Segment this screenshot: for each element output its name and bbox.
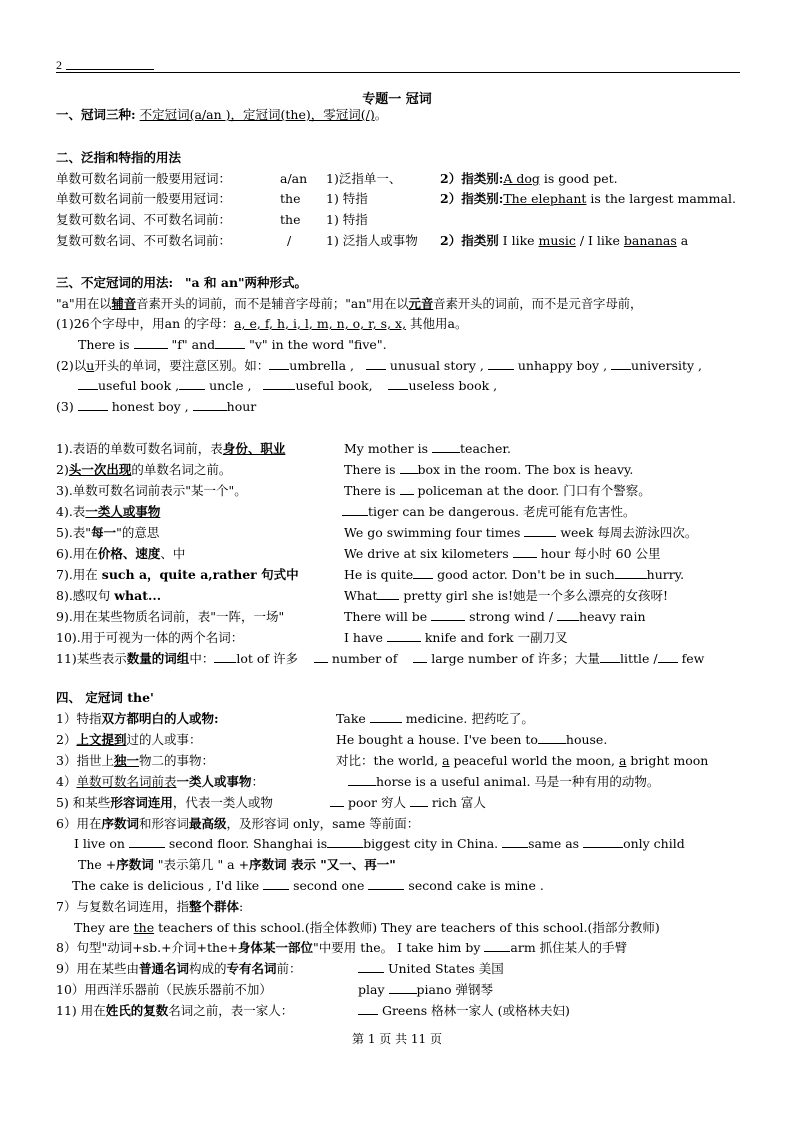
s2-r2-article: the xyxy=(280,191,301,206)
example-text: heavy rain xyxy=(579,609,646,624)
example-text: My mother is xyxy=(344,441,433,456)
answer-blank[interactable] xyxy=(314,650,328,663)
definite-rule-text: 独一 xyxy=(113,753,139,768)
s4-i6a-0: I live on xyxy=(74,836,129,851)
usage-rule-text: 8).感叹句 xyxy=(56,588,115,603)
example-text: good actor. Don't be in such xyxy=(433,567,615,582)
answer-blank[interactable] xyxy=(214,650,236,663)
example-text: box in the room. The box is heavy. xyxy=(417,462,634,477)
usage-example xyxy=(344,607,646,627)
example-text: There is xyxy=(344,483,400,498)
s4-item11 xyxy=(56,1001,293,1021)
s4-item6 xyxy=(56,814,419,834)
s4-i7a-0: They are xyxy=(74,920,134,935)
s4-i8-0: 8）句型"动词+sb.+介词+the+ xyxy=(56,940,238,955)
s3-p3-1: honest boy , xyxy=(111,399,189,414)
answer-blank[interactable] xyxy=(400,461,418,474)
s4-i6a-2: biggest city in China. xyxy=(363,836,503,851)
usage-example: little / xyxy=(619,651,658,666)
s4-i8-1: 身体某一部位 xyxy=(237,940,313,955)
usage-rule-text: 5).表" xyxy=(56,525,92,540)
example-text: house. xyxy=(565,732,608,747)
s2-r2-type: 2）指类别: xyxy=(440,191,504,206)
s2-r2-label: 单数可数名词前一般要用冠词： xyxy=(56,191,232,206)
s2-r4-article: / xyxy=(287,233,292,248)
s4-i11-2: 名词之前，表一家人： xyxy=(168,1003,294,1018)
s3-head-a: 三、不定冠词的用法: xyxy=(56,275,174,290)
usage-rule-key: 每一 xyxy=(91,525,117,540)
header-rule xyxy=(56,72,740,73)
s2-r3-article: the xyxy=(280,212,301,227)
s4-i7-1: 整个群体 xyxy=(188,899,239,914)
answer-blank[interactable] xyxy=(658,650,678,663)
s4-i9-0: 9）用在某些由 xyxy=(56,961,139,976)
example-text: a xyxy=(442,753,450,768)
s3-intro-4: 音素开头的词前，而不是元音字母前， xyxy=(433,297,643,311)
definite-rule-text: 1）特指 xyxy=(56,711,102,726)
usage-example xyxy=(344,460,633,480)
s3-intro-1: 辅音 xyxy=(111,296,137,311)
example-text: a xyxy=(618,753,627,768)
usage-rule-text: 的单数名词之前。 xyxy=(131,462,232,477)
usage-rule xyxy=(56,628,243,648)
usage-rule xyxy=(56,502,160,522)
s2-r1-type: 2）指类别: xyxy=(440,171,504,186)
s4-i6-0: 6）用在 xyxy=(56,816,102,831)
example-text: We drive at six kilometers xyxy=(344,546,513,561)
example-text: 对比：the world, xyxy=(336,753,443,768)
example-text: rich 富人 xyxy=(427,795,486,810)
answer-blank[interactable] xyxy=(431,608,465,621)
usage-rule-text: 9).用在某些物质名词前，表"一阵，一场" xyxy=(56,609,285,624)
s4-item10-example xyxy=(358,980,493,1000)
s3-intro-0: "a"用在以 xyxy=(56,297,112,311)
s2-r1-ex: A dog xyxy=(503,171,540,186)
s3-p2b-0: useful book , xyxy=(98,378,180,393)
answer-blank[interactable] xyxy=(387,629,421,642)
s3-p2a-5: unhappy boy , xyxy=(517,358,608,373)
usage-rule-key: such a，quite a,rather 句式中 xyxy=(101,567,299,582)
s2-r2-use: 1) 特指 xyxy=(326,191,368,206)
usage-example: few xyxy=(681,651,705,666)
s2-r4-ex3: a xyxy=(676,233,689,248)
s4-item10: 10）用西洋乐器前（民族乐器前不加） xyxy=(56,982,272,997)
answer-blank[interactable] xyxy=(432,440,460,453)
s3-p2b-3: useless book , xyxy=(408,378,498,393)
usage-example: lot of 许多 xyxy=(236,651,298,666)
definite-rule xyxy=(56,751,214,771)
usage-rule xyxy=(56,649,704,669)
s4-i11-1: 姓氏的复数 xyxy=(105,1003,169,1018)
usage-example xyxy=(344,628,568,648)
usage-rule xyxy=(56,565,299,585)
definite-rule xyxy=(56,730,201,750)
definite-rule xyxy=(56,709,219,729)
usage-rule-key: what... xyxy=(114,588,162,603)
s4-i7a-3: (指全体教师) They are teachers of this school.(指部分教师) xyxy=(304,920,660,935)
example-text: peaceful world the moon, xyxy=(449,753,619,768)
usage-rule-text: 、中 xyxy=(160,546,186,561)
usage-example xyxy=(344,586,668,606)
answer-blank[interactable] xyxy=(410,794,428,807)
usage-example xyxy=(344,523,697,543)
s3-p2a-6: university , xyxy=(631,358,703,373)
s4-item7 xyxy=(56,897,243,917)
answer-blank[interactable] xyxy=(413,566,433,579)
usage-rule xyxy=(56,481,247,501)
answer-blank[interactable] xyxy=(370,710,402,723)
usage-rule-key: 价格、速度 xyxy=(97,546,161,561)
s2-r4-ex: I like xyxy=(498,233,539,248)
s3-p2b-1: uncle , xyxy=(209,378,252,393)
section1-heading: 一、冠词三种: xyxy=(56,107,136,122)
definite-rule-text: ： xyxy=(251,774,264,789)
s3-p2a-4: unusual story , xyxy=(389,358,484,373)
usage-rule xyxy=(56,523,159,543)
definite-rule xyxy=(56,772,264,792)
s3-p1c: 其他用a。 xyxy=(406,316,468,331)
s4-i6b-4: 表示 "又一、再一" xyxy=(286,857,396,872)
s4-item9-example xyxy=(358,959,504,979)
usage-example xyxy=(344,439,511,459)
usage-rule xyxy=(56,586,161,606)
s3-p2b xyxy=(78,376,497,396)
s4-i6a-1: second floor. Shanghai is xyxy=(164,836,328,851)
s4-item7a xyxy=(74,918,660,938)
answer-blank[interactable] xyxy=(557,608,579,621)
s4-i6b-0: The + xyxy=(78,857,117,872)
definite-rule xyxy=(56,793,273,813)
answer-blank[interactable] xyxy=(513,545,537,558)
s3-p1a: (1)26个字母中，用an 的字母： xyxy=(56,316,235,331)
s2-r1-article: a/an xyxy=(280,171,308,186)
s4-i7a-1: the xyxy=(133,920,155,935)
s3-p2a-0: (2)以 xyxy=(56,358,87,373)
usage-rule-text: 3).单数可数名词前表示"某一个"。 xyxy=(56,483,247,498)
example-text: What xyxy=(344,588,378,603)
s3-p1d xyxy=(78,335,387,355)
s2-r2-ex2: is the largest mammal. xyxy=(586,191,736,206)
s4-item6a xyxy=(74,834,685,854)
section2-heading: 二、泛指和特指的用法 xyxy=(56,150,182,165)
example-text: medicine. 把药吃了。 xyxy=(401,711,534,726)
s4-i11-0: 11) 用在 xyxy=(56,1003,106,1018)
usage-example xyxy=(344,481,651,501)
s4-i8-3: arm 抓住某人的手臂 xyxy=(510,940,628,955)
answer-blank[interactable] xyxy=(400,482,414,495)
s2-r4-label: 复数可数名词、不可数名词前： xyxy=(56,233,232,248)
answer-blank[interactable] xyxy=(342,503,368,516)
usage-example xyxy=(344,544,661,564)
s2-r4-type: 2）指类别 xyxy=(440,233,499,248)
answer-blank[interactable] xyxy=(538,731,566,744)
definite-rule-text: 双方都明白的人或物: xyxy=(101,711,219,726)
s3-p3-0: (3) xyxy=(56,399,74,414)
s4-i10-1: play xyxy=(358,982,389,997)
s3-p2b-2: useful book, xyxy=(295,378,373,393)
definite-rule-text: 4） xyxy=(56,774,77,789)
example-text: We go swimming four times xyxy=(344,525,525,540)
usage-rule-text: "的意思 xyxy=(116,525,160,540)
usage-example: number of xyxy=(331,651,398,666)
s4-item6b xyxy=(78,855,396,875)
s4-item8 xyxy=(56,938,627,958)
s2-r2-ex: The elephant xyxy=(503,191,587,206)
usage-rule-key: 数量的词组 xyxy=(126,651,190,666)
s4-i9-1: 普通名词 xyxy=(138,961,189,976)
usage-example xyxy=(342,502,636,522)
s2-r3-label: 复数可数名词、不可数名词前： xyxy=(56,212,232,227)
example-text: Take xyxy=(336,711,370,726)
s4-item9 xyxy=(56,959,302,979)
definite-rule-text: 过的人或事： xyxy=(126,732,202,747)
page-footer: 第 1 页 共 11 页 xyxy=(352,1032,442,1046)
section1-line xyxy=(56,105,387,125)
definite-example xyxy=(336,730,607,750)
s4-i6b-2: "表示第几 " a + xyxy=(153,857,250,872)
answer-blank[interactable] xyxy=(600,650,620,663)
s3-intro-2: 音素开头的词前，而不是辅音字母前；"an"用在以 xyxy=(136,297,409,311)
s2-r1-ex2: is good pet. xyxy=(539,171,618,186)
example-text: teacher. xyxy=(460,441,511,456)
s4-i7a-2: teachers of this school. xyxy=(154,920,305,935)
definite-rule-text: 一类人或事物 xyxy=(176,774,252,789)
s4-i6b-3: 序数词 xyxy=(249,857,287,872)
answer-blank[interactable] xyxy=(330,794,344,807)
definite-rule-text: 单数可数名词前表 xyxy=(76,774,177,789)
usage-rule xyxy=(56,544,185,564)
header-underline xyxy=(66,69,154,70)
s4-i6c-1: second one xyxy=(289,878,369,893)
s3-p2a-3: umbrella , xyxy=(289,358,354,373)
usage-example: large number of 许多；大量 xyxy=(431,651,600,666)
s3-p2a xyxy=(56,356,702,376)
s4-i6a-3: same as xyxy=(528,836,584,851)
s2-r3-use: 1) 特指 xyxy=(326,212,368,227)
s4-i9-5: United States 美国 xyxy=(384,961,504,976)
s4-i10-2: piano 弹钢琴 xyxy=(416,982,494,997)
example-text: horse is a useful animal. 马是一种有用的动物。 xyxy=(376,774,660,789)
usage-example xyxy=(344,565,684,585)
section1-tail: 。 xyxy=(374,107,388,122)
s2-r4-ex-music: music xyxy=(538,233,576,248)
usage-rule-text: 中： xyxy=(189,651,215,666)
definite-rule-text: 上文提到 xyxy=(76,732,127,747)
definite-rule-text: 形容词连用 xyxy=(110,795,173,810)
definite-example xyxy=(330,793,486,813)
s3-p2a-1: u xyxy=(86,358,95,373)
s4-i6-2: 和形容词 xyxy=(138,816,189,831)
s4-i7-2: : xyxy=(238,899,244,914)
s3-p1d-0: There is xyxy=(78,337,130,352)
s3-head-b: "a 和 an"两种形式。 xyxy=(185,275,308,290)
definite-rule-text: 3）指世上 xyxy=(56,753,114,768)
s4-i6a-4: only child xyxy=(623,836,685,851)
s3-p3 xyxy=(56,397,256,417)
s4-item11-example xyxy=(358,1001,570,1021)
usage-rule xyxy=(56,439,285,459)
example-text: bright moon xyxy=(626,753,709,768)
usage-rule xyxy=(56,460,231,480)
usage-rule-text: 1).表语的单数可数名词前，表 xyxy=(56,441,223,456)
section4-heading: 四、 定冠词 the' xyxy=(56,690,154,705)
section3-intro xyxy=(56,294,642,314)
example-text: There is xyxy=(344,462,400,477)
s4-i9-4: 前： xyxy=(276,961,302,976)
example-text: I have xyxy=(344,630,387,645)
header-page-number: 2 xyxy=(56,58,62,72)
s3-intro-3: 元音 xyxy=(408,296,434,311)
usage-rule-text: 11)某些表示 xyxy=(56,651,127,666)
usage-rule xyxy=(56,607,284,627)
section1-body: 不定冠词(a/an )，定冠词(the)，零冠词(/) xyxy=(139,107,375,122)
s2-r4-use: 1) 泛指人或事物 xyxy=(326,233,418,248)
usage-rule-text: 4).表 xyxy=(56,504,86,519)
answer-blank[interactable] xyxy=(413,650,427,663)
section3-heading xyxy=(56,273,307,293)
usage-rule-text: 6).用在 xyxy=(56,546,98,561)
definite-rule-text: 物二的事物： xyxy=(138,753,214,768)
example-text: He is quite xyxy=(344,567,414,582)
s4-i6b-1: 序数词 xyxy=(116,857,154,872)
example-text: poor 穷人 xyxy=(344,795,410,810)
example-text: week 每周去游泳四次。 xyxy=(556,525,698,540)
answer-blank[interactable] xyxy=(615,566,647,579)
definite-rule-text: 2） xyxy=(56,732,77,747)
s4-i6c-2: second cake is mine . xyxy=(404,878,544,893)
example-text: pretty girl she is!她是一个多么漂亮的女孩呀! xyxy=(399,588,669,603)
s3-p1 xyxy=(56,314,468,334)
example-text: policeman at the door. 门口有个警察。 xyxy=(413,483,651,498)
answer-blank[interactable] xyxy=(348,773,376,786)
s4-i9-2: 构成的 xyxy=(188,961,227,976)
usage-rule-text: 10).用于可视为一体的两个名词： xyxy=(56,630,244,645)
s2-r4-ex-bananas: bananas xyxy=(623,233,677,248)
example-text: strong wind / xyxy=(465,609,558,624)
definite-rule-text: ，代表一类人或物 xyxy=(172,795,273,810)
example-text: knife and fork 一副刀叉 xyxy=(420,630,568,645)
s4-i6-1: 序数词 xyxy=(101,816,139,831)
definite-example xyxy=(348,772,659,792)
s3-p2a-2: 开头的单词，要注意区别。如： xyxy=(94,358,270,373)
example-text: hurry. xyxy=(646,567,685,582)
usage-rule-key: 一类人或事物 xyxy=(85,504,161,519)
s4-i8-2: "中要用 the。 I take him by xyxy=(312,940,485,955)
s4-i11-3: Greens 格林一家人 (或格林夫妇) xyxy=(378,1003,570,1018)
s3-p1b: a, e, f, h, i, l, m, n, o, r, s, x, xyxy=(234,316,407,331)
definite-example xyxy=(336,751,708,771)
s4-item6c xyxy=(72,876,544,896)
definite-rule-text: 5) 和某些 xyxy=(56,795,111,810)
example-text: He bought a house. I've been to xyxy=(336,732,538,747)
s4-i6c-0: The cake is delicious , I'd like xyxy=(72,878,264,893)
s2-r4-ex2: / I like xyxy=(575,233,624,248)
example-text: tiger can be dangerous. 老虎可能有危害性。 xyxy=(368,504,636,519)
s4-i6-3: 最高级 xyxy=(188,816,227,831)
document-title: 专题一 冠词 xyxy=(362,92,432,107)
s2-r1-label: 单数可数名词前一般要用冠词： xyxy=(56,171,232,186)
s2-r1-use: 1)泛指单一、 xyxy=(326,171,402,186)
usage-rule-key: 身份、职业 xyxy=(222,441,286,456)
example-text: There will be xyxy=(344,609,432,624)
definite-example xyxy=(336,709,534,729)
s4-i6-4: ，及形容词 only，same 等前面： xyxy=(226,816,420,831)
usage-rule-text: 7).用在 xyxy=(56,567,102,582)
example-text: hour 每小时 60 公里 xyxy=(536,546,661,561)
s3-p3-2: hour xyxy=(226,399,257,414)
s4-i9-3: 专有名词 xyxy=(226,961,277,976)
s3-p1d-1: "f" and xyxy=(171,337,216,352)
s4-i7-0: 7）与复数名词连用，指 xyxy=(56,899,189,914)
answer-blank[interactable] xyxy=(377,587,399,600)
answer-blank[interactable] xyxy=(524,524,556,537)
s3-p1d-2: "v" in the word "five". xyxy=(249,337,387,352)
usage-rule-key: 头一次出现 xyxy=(68,462,132,477)
usage-rule-text: 2) xyxy=(56,462,69,477)
